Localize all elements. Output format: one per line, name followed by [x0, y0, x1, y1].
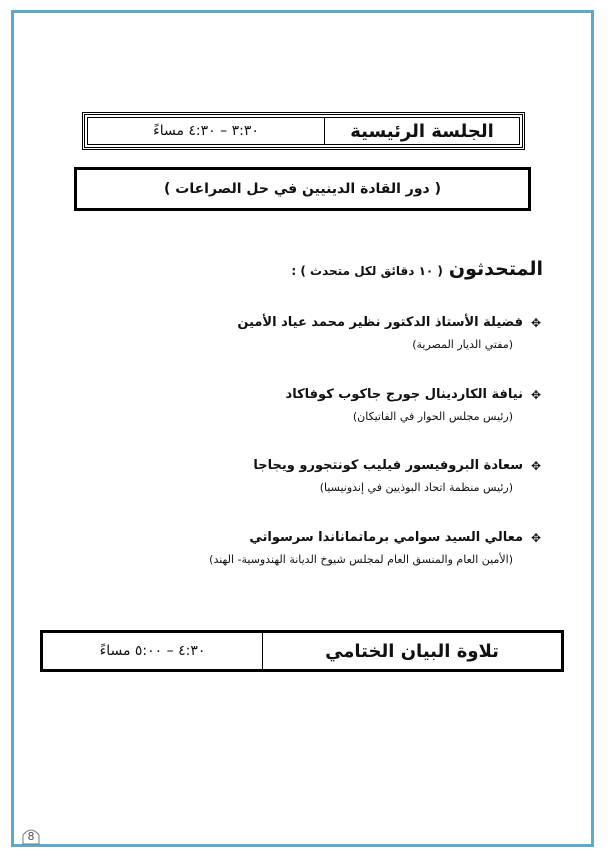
page-number-badge — [20, 826, 42, 846]
speaker-name: معالي السيد سوامي برماتماناندا سرسواتي — [249, 530, 523, 545]
speaker-name: فضيلة الأستاذ الدكتور نظير محمد عياد الأمين — [237, 315, 523, 330]
diamond-bullet-icon: ✥ — [530, 315, 542, 330]
speaker-role: (رئيس مجلس الحوار في الفاتيكان) — [352, 410, 513, 423]
diamond-bullet-icon: ✥ — [530, 458, 542, 473]
main-session-title: الجلسة الرئيسية — [350, 120, 494, 142]
page-number: 8 — [27, 829, 35, 843]
speaker-name: نيافة الكاردينال جورج جاكوب كوفاكاد — [285, 387, 523, 402]
speakers-heading — [291, 258, 543, 280]
closing-session-title: تلاوة البيان الختامي — [325, 640, 499, 662]
speaker-name: سعادة البروفيسور فيليب كونتجورو ويجاجا — [253, 458, 523, 473]
diamond-bullet-icon: ✥ — [530, 387, 542, 402]
closing-session-box — [40, 630, 564, 672]
speaker-role: (الأمين العام والمنسق العام لمجلس شيوخ الديانة الهندوسية- الهند) — [209, 553, 513, 566]
speaker-role: (رئيس منظمة اتحاد البوذيين في إندونيسيا) — [319, 481, 513, 494]
main-session-box — [84, 114, 523, 148]
speakers-heading-note: ( ١٠ دقائق لكل متحدث ) : — [291, 264, 443, 278]
session-topic: ( دور القادة الدينيين في حل الصراعات ) — [164, 181, 442, 197]
main-session-time: ٣:٣٠ – ٤:٣٠ مساءً — [88, 118, 325, 144]
speakers-heading-label: المتحدثون — [448, 258, 543, 280]
closing-session-time: ٤:٣٠ – ٥:٠٠ مساءً — [43, 633, 263, 669]
session-topic-box — [74, 167, 531, 211]
diamond-bullet-icon: ✥ — [530, 530, 542, 545]
speaker-role: (مفتي الديار المصرية) — [412, 338, 513, 351]
speaker-item-4 — [209, 530, 543, 566]
speaker-item-3 — [253, 458, 543, 494]
speaker-item-1 — [237, 315, 543, 351]
speaker-item-2 — [286, 387, 543, 423]
